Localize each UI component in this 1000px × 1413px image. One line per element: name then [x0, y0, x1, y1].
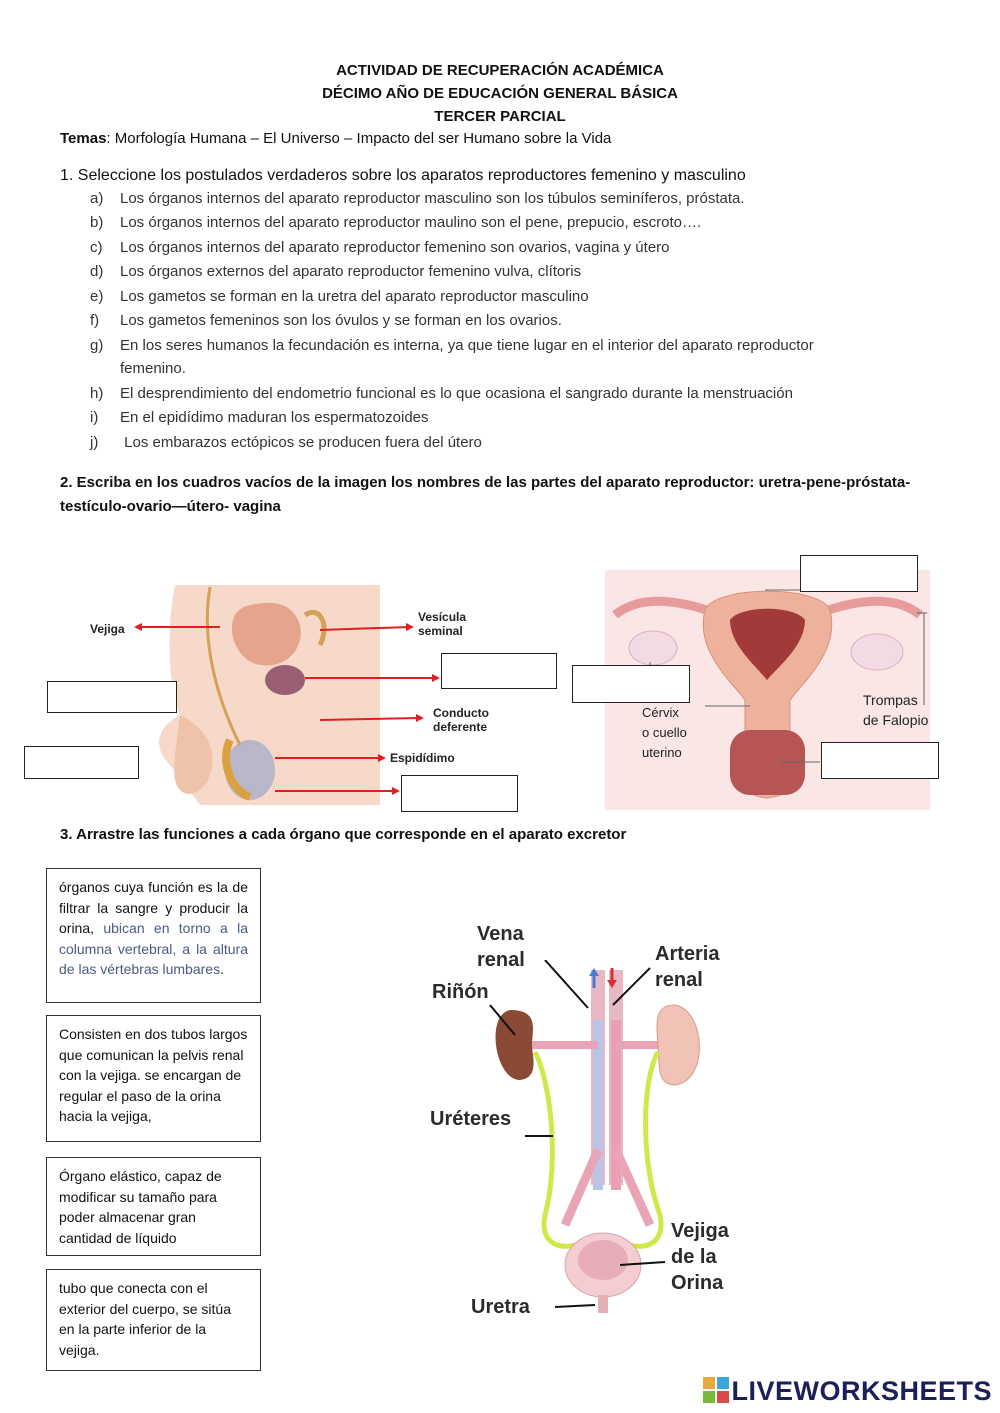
question-2-title: 2. Escriba en los cuadros vacíos de la imagen los nombres de las partes del aparato reproductor: uretra-pene-próstata-testículo-ovario—útero- vagina — [60, 474, 911, 515]
q1-option-text: Los embarazos ectópicos se producen fuera del útero — [120, 434, 482, 451]
left-kidney — [496, 1010, 534, 1080]
answer-box-female-3[interactable] — [821, 742, 939, 779]
q1-option-text: En el epidídimo maduran los espermatozoides — [120, 409, 429, 426]
worksheet-term: TERCER PARCIAL — [434, 108, 566, 125]
q1-option[interactable] — [90, 360, 186, 377]
q1-option[interactable] — [90, 434, 482, 451]
q1-option-letter: a) — [90, 190, 104, 207]
label-conducto — [433, 706, 489, 734]
question-1-title: 1. Seleccione los postulados verdaderos sobre los aparatos reproductores femenino y masculino — [60, 167, 746, 184]
arrow-vesicula-head — [406, 623, 414, 631]
q1-option-text: Los gametos femeninos son los óvulos y se forman en los ovarios. — [120, 312, 562, 329]
label-trompas — [863, 690, 928, 730]
label-vesicula-line2: seminal — [418, 624, 463, 638]
topics-line — [60, 130, 611, 147]
arrow-vena-renal — [545, 960, 588, 1008]
arrow-vejiga-head — [134, 623, 142, 631]
function-card-kidney-end: . — [220, 961, 224, 977]
label-vejiga-line1: Vejiga — [671, 1220, 729, 1242]
function-card-kidney[interactable] — [46, 868, 261, 1003]
label-epididimo: Espidídimo — [390, 751, 455, 765]
label-conducto-line1: Conducto — [433, 706, 489, 720]
q1-option-letter: h) — [90, 385, 104, 402]
label-vejiga-line2: de la — [671, 1246, 717, 1268]
testicle-shape — [225, 740, 275, 800]
label-vena-line1: Vena — [477, 923, 524, 945]
q1-option-letter: g) — [90, 337, 104, 354]
function-card-bladder[interactable]: Órgano elástico, capaz de modificar su tamaño para poder almacenar gran cantidad de líquido — [46, 1157, 261, 1256]
q1-option-letter: e) — [90, 288, 104, 305]
label-arteria-line1: Arteria — [655, 943, 720, 965]
arrow-prostate-head — [432, 674, 440, 682]
answer-box-male-4[interactable] — [401, 775, 518, 812]
label-trompas-line1: Trompas — [863, 692, 918, 708]
question-3-title: 3. Arrastre las funciones a cada órgano que corresponde en el aparato excretor — [60, 826, 627, 843]
label-cervix-line3: uterino — [642, 745, 682, 760]
q1-option[interactable] — [90, 239, 670, 256]
liveworksheets-brand-text: LIVEWORKSHEETS — [731, 1376, 992, 1406]
arrow-epididimo-head — [378, 754, 386, 762]
label-cervix-line1: Cérvix — [642, 705, 679, 720]
prostate-shape — [265, 665, 305, 695]
function-card-ureters[interactable]: Consisten en dos tubos largos que comunican la pelvis renal con la vejiga. se encargan de regular el paso de la orina hacia la vejiga, — [46, 1015, 261, 1142]
worksheet-title: ACTIVIDAD DE RECUPERACIÓN ACADÉMICA — [336, 62, 664, 79]
q1-option-letter: b) — [90, 214, 104, 231]
q1-option-letter: c) — [90, 239, 103, 256]
urethra-shape — [598, 1295, 608, 1313]
q1-option[interactable] — [90, 385, 793, 402]
function-card-kidney-blue-text: ubican en torno a la columna vertebral, a la altura de las vértebras lumbares — [59, 920, 248, 977]
label-uretra: Uretra — [471, 1296, 530, 1318]
left-ovary — [629, 631, 677, 665]
q1-option-text: femenino. — [120, 360, 186, 377]
function-card-urethra[interactable]: tubo que conecta con el exterior del cuerpo, se sitúa en la parte inferior de la vejiga. — [46, 1269, 261, 1371]
q1-option[interactable] — [90, 190, 745, 207]
label-vena-renal — [477, 921, 525, 973]
q1-option-letter: i) — [90, 409, 99, 426]
arrow-testicle-head — [392, 787, 400, 795]
answer-box-male-3[interactable] — [24, 746, 139, 779]
label-arteria-renal — [655, 941, 719, 993]
q1-option[interactable] — [90, 312, 562, 329]
liveworksheets-icon — [703, 1377, 729, 1403]
q1-option-text: Los gametos se forman en la uretra del aparato reproductor masculino — [120, 288, 589, 305]
q1-option-text: Los órganos externos del aparato reproductor femenino vulva, clítoris — [120, 263, 582, 280]
right-ovary — [851, 634, 903, 670]
q1-option-letter: j) — [90, 434, 99, 451]
topics-text: : Morfología Humana – El Universo – Impacto del ser Humano sobre la Vida — [106, 130, 612, 147]
liveworksheets-logo — [703, 1376, 992, 1407]
answer-box-male-2[interactable] — [47, 681, 177, 713]
answer-box-female-1[interactable] — [800, 555, 918, 592]
q1-option-text: Los órganos internos del aparato reproductor maulino son el pene, prepucio, escroto…. — [120, 214, 702, 231]
iliac-vessels — [565, 1150, 650, 1225]
label-vena-line2: renal — [477, 949, 525, 971]
label-vejiga: Vejiga — [90, 622, 125, 636]
answer-box-male-1[interactable] — [441, 653, 557, 689]
q1-option[interactable] — [90, 288, 589, 305]
answer-box-female-2[interactable] — [572, 665, 690, 703]
q1-option[interactable] — [90, 263, 581, 280]
worksheet-grade: DÉCIMO AÑO DE EDUCACIÓN GENERAL BÁSICA — [322, 85, 678, 102]
q1-option[interactable] — [90, 337, 814, 354]
label-vejiga-line3: Orina — [671, 1272, 724, 1294]
arrow-conducto-head — [416, 714, 424, 722]
q1-option-letter: d) — [90, 263, 104, 280]
label-vesicula — [418, 610, 466, 638]
q1-option[interactable] — [90, 214, 701, 231]
label-vejiga-orina — [671, 1218, 729, 1296]
arrow-uretra — [555, 1305, 595, 1307]
topics-label: Temas — [60, 130, 107, 147]
label-arteria-line2: renal — [655, 969, 703, 991]
q1-option-text: Los órganos internos del aparato reproductor femenino son ovarios, vagina y útero — [120, 239, 670, 256]
label-rinon: Riñón — [432, 981, 489, 1003]
q1-option-letter: f) — [90, 312, 100, 329]
label-cervix-line2: o cuello — [642, 725, 687, 740]
right-kidney — [657, 1005, 699, 1085]
q1-option-text: Los órganos internos del aparato reproductor masculino son los túbulos seminíferos, próstata. — [120, 190, 745, 207]
q1-option-text: En los seres humanos la fecundación es interna, ya que tiene lugar en el interior del aparato reproductor — [120, 337, 814, 354]
bladder-inner — [578, 1240, 628, 1280]
label-cervix — [642, 703, 687, 763]
label-trompas-line2: de Falopio — [863, 712, 929, 728]
q1-option-text: El desprendimiento del endometrio funcional es lo que ocasiona el sangrado durante la menstruación — [120, 385, 793, 402]
label-ureteres: Uréteres — [430, 1108, 512, 1130]
function-card-kidney-text: órganos cuya función es la de filtrar la sangre y producir la orina, — [59, 879, 248, 936]
label-vesicula-line1: Vesícula — [418, 610, 467, 624]
label-conducto-line2: deferente — [433, 720, 488, 734]
q1-option[interactable] — [90, 409, 429, 426]
